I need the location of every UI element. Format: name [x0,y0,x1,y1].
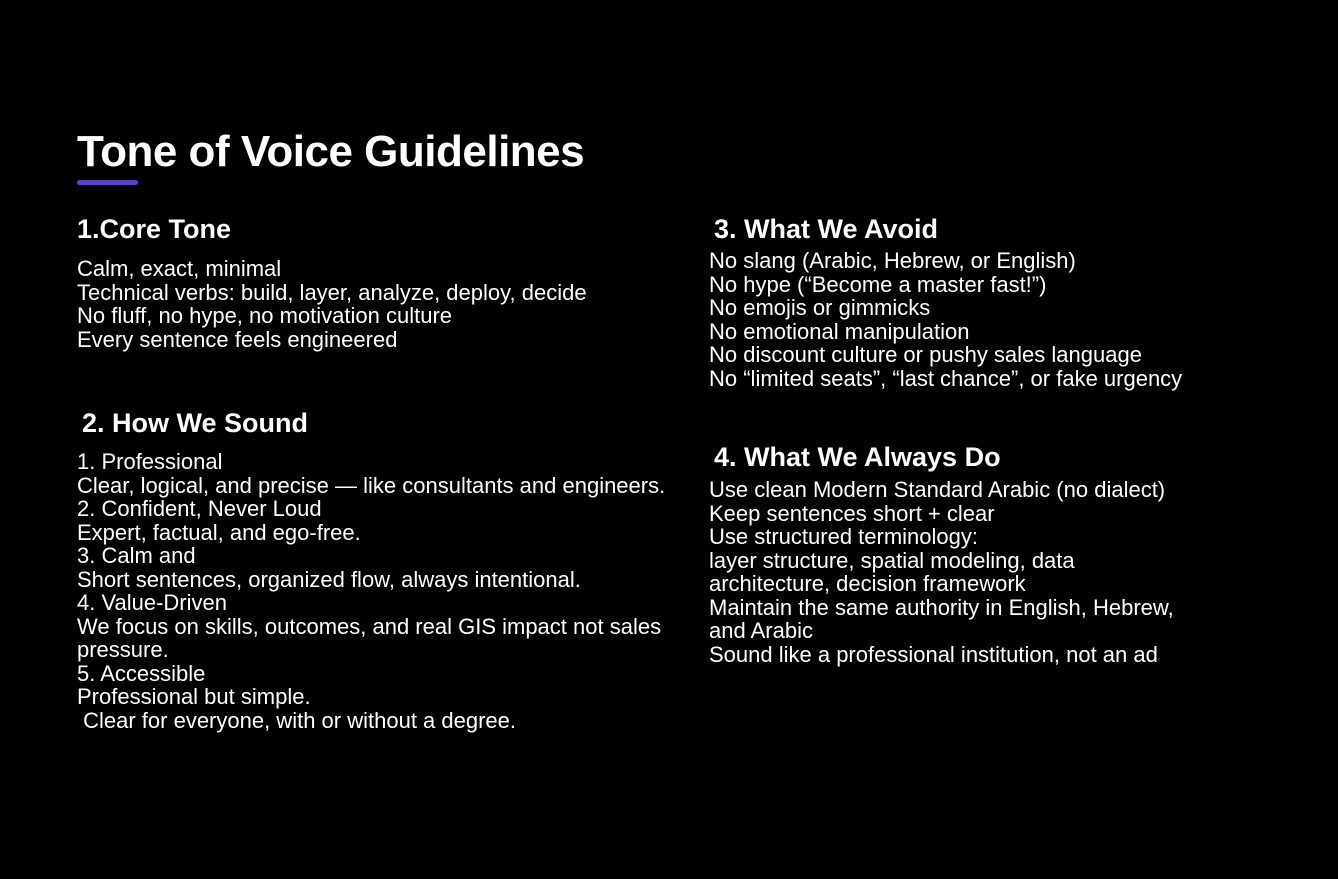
title-underline [77,180,138,185]
what-we-always-do-line: layer structure, spatial modeling, data architecture, decision framework [709,547,1075,596]
core-tone-section [77,213,637,351]
how-we-sound-list [77,450,667,732]
what-we-avoid-line: No hype (“Become a master fast!”) [709,271,1047,297]
what-we-always-do-line: Use structured terminology: [709,524,978,549]
what-we-avoid-line: No discount culture or pushy sales language [709,342,1142,367]
what-we-always-do-line: Sound like a professional institution, not an ad [709,641,1158,667]
how-we-sound-section [77,407,677,732]
how-we-sound-line: Short sentences, organized flow, always intentional. [77,566,581,592]
how-we-sound-line: 1. Professional [77,449,223,474]
what-we-avoid-list [709,249,1309,390]
how-we-sound-line: We focus on skills, outcomes, and real GIS impact not sales pressure. [77,613,662,662]
page-title: Tone of Voice Guidelines [77,127,585,176]
core-tone-line: No fluff, no hype, no motivation culture [77,303,453,328]
what-we-avoid-line: No slang (Arabic, Hebrew, or English) [709,248,1076,273]
what-we-always-do-section [709,441,1229,666]
what-we-always-do-heading: 4. What We Always Do [714,442,1001,472]
how-we-sound-line: Expert, factual, and ego-free. [77,519,361,545]
how-we-sound-line: 2. Confident, Never Loud [77,496,322,521]
what-we-always-do-line: Keep sentences short + clear [709,500,995,526]
what-we-avoid-line: No “limited seats”, “last chance”, or fake urgency [709,365,1183,391]
how-we-sound-line: Clear, logical, and precise — like consultants and engineers. [77,472,666,498]
core-tone-heading: 1.Core Tone [77,214,232,244]
how-we-sound-line: Professional but simple. [77,684,311,709]
how-we-sound-line: 4. Value-Driven [77,590,227,615]
core-tone-line: Technical verbs: build, layer, analyze, deploy, decide [77,279,587,305]
core-tone-list [77,257,617,351]
what-we-always-do-line: Maintain the same authority in English, Hebrew, and Arabic [709,594,1174,643]
what-we-avoid-section [709,213,1309,390]
what-we-always-do-line: Use clean Modern Standard Arabic (no dialect) [709,477,1166,502]
how-we-sound-line: 5. Accessible [77,660,206,686]
how-we-sound-line: Clear for everyone, with or without a degree. [77,707,517,733]
core-tone-line: Every sentence feels engineered [77,326,398,352]
what-we-avoid-heading: 3. What We Avoid [714,214,939,244]
core-tone-line: Calm, exact, minimal [77,256,282,281]
what-we-avoid-line: No emojis or gimmicks [709,295,931,320]
what-we-avoid-line: No emotional manipulation [709,318,970,344]
how-we-sound-line: 3. Calm and [77,543,196,568]
what-we-always-do-list [709,478,1189,666]
how-we-sound-heading: 2. How We Sound [82,408,309,438]
